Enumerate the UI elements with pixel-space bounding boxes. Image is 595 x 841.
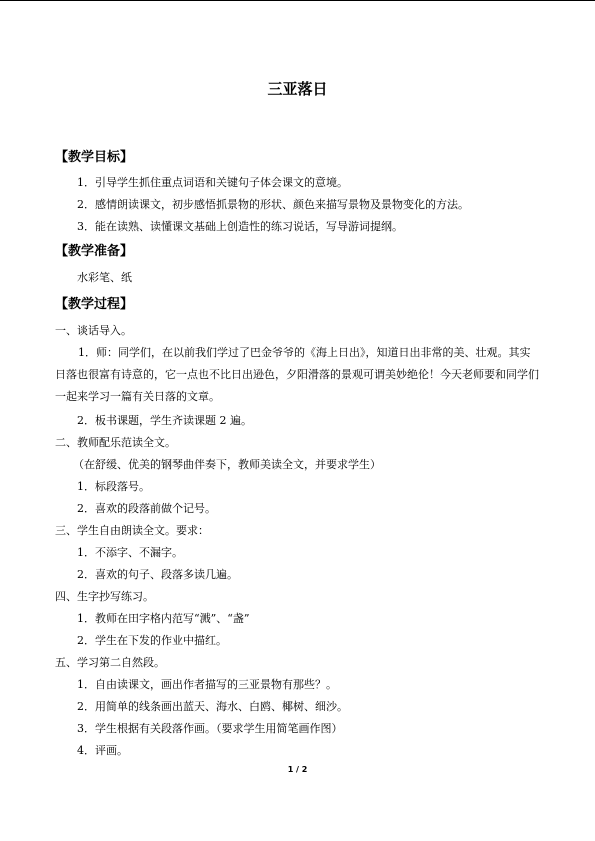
step2-title: 二、教师配乐范读全文。 xyxy=(55,436,176,449)
step5-item-2: 2．用简单的线条画出蓝天、海水、白鸥、椰树、细沙。 xyxy=(77,700,348,713)
step2-item-2: 2．喜欢的段落前做个记号。 xyxy=(77,502,216,515)
step4-item-2: 2．学生在下发的作业中描红。 xyxy=(77,634,227,647)
preparation-text: 水彩笔、纸 xyxy=(77,271,132,284)
objectives-heading: 【教学目标】 xyxy=(55,150,134,165)
objective-item-2: 2．感情朗读课文，初步感悟抓景物的形状、颜色来描写景物及景物变化的方法。 xyxy=(77,198,469,211)
step3-title: 三、学生自由朗读全文。要求： xyxy=(55,524,209,537)
step5-title: 五、学习第二自然段。 xyxy=(55,656,165,669)
step2-item-1: 1．标段落号。 xyxy=(77,480,150,493)
step1-paragraph: 1．师：同学们，在以前我们学过了巴金爷爷的《海上日出》，知道日出非常的美、壮观。其实日落也很富有诗意的，它一点也不比日出逊色，夕阳滑落的景观可谓美妙绝伦！今天老师要和同学们一起来学习一篇有关日落的文章。 xyxy=(55,346,539,403)
step3-item-1: 1．不添字、不漏字。 xyxy=(77,546,183,559)
header-rule xyxy=(0,0,595,1)
step4-item-1: 1．教师在田字格内范写“溅”、“盏” xyxy=(77,612,250,625)
step5-item-1: 1．自由读课文，画出作者描写的三亚景物有那些？。 xyxy=(77,678,337,691)
step5-item-3: 3．学生根据有关段落作画。（要求学生用简笔画作图） xyxy=(77,722,343,735)
process-heading: 【教学过程】 xyxy=(55,297,134,312)
document-title: 三亚落日 xyxy=(267,80,328,98)
step1-item-2: 2．板书课题，学生齐读课题 2 遍。 xyxy=(77,414,252,427)
objective-item-1: 1．引导学生抓住重点词语和关键句子体会课文的意境。 xyxy=(77,176,348,189)
step2-note: （在舒缓、优美的钢琴曲伴奏下，教师美读全文，并要求学生） xyxy=(73,458,381,471)
step4-title: 四、生字抄写练习。 xyxy=(55,590,154,603)
step5-item-4: 4．评画。 xyxy=(77,744,128,757)
step3-item-2: 2．喜欢的句子、段落多读几遍。 xyxy=(77,568,238,581)
step1-title: 一、谈话导入。 xyxy=(55,324,132,337)
objective-item-3: 3．能在读熟、读懂课文基础上创造性的练习说话，写导游词提纲。 xyxy=(77,220,403,233)
preparation-heading: 【教学准备】 xyxy=(55,244,134,259)
page-number: 1 / 2 xyxy=(287,765,308,774)
